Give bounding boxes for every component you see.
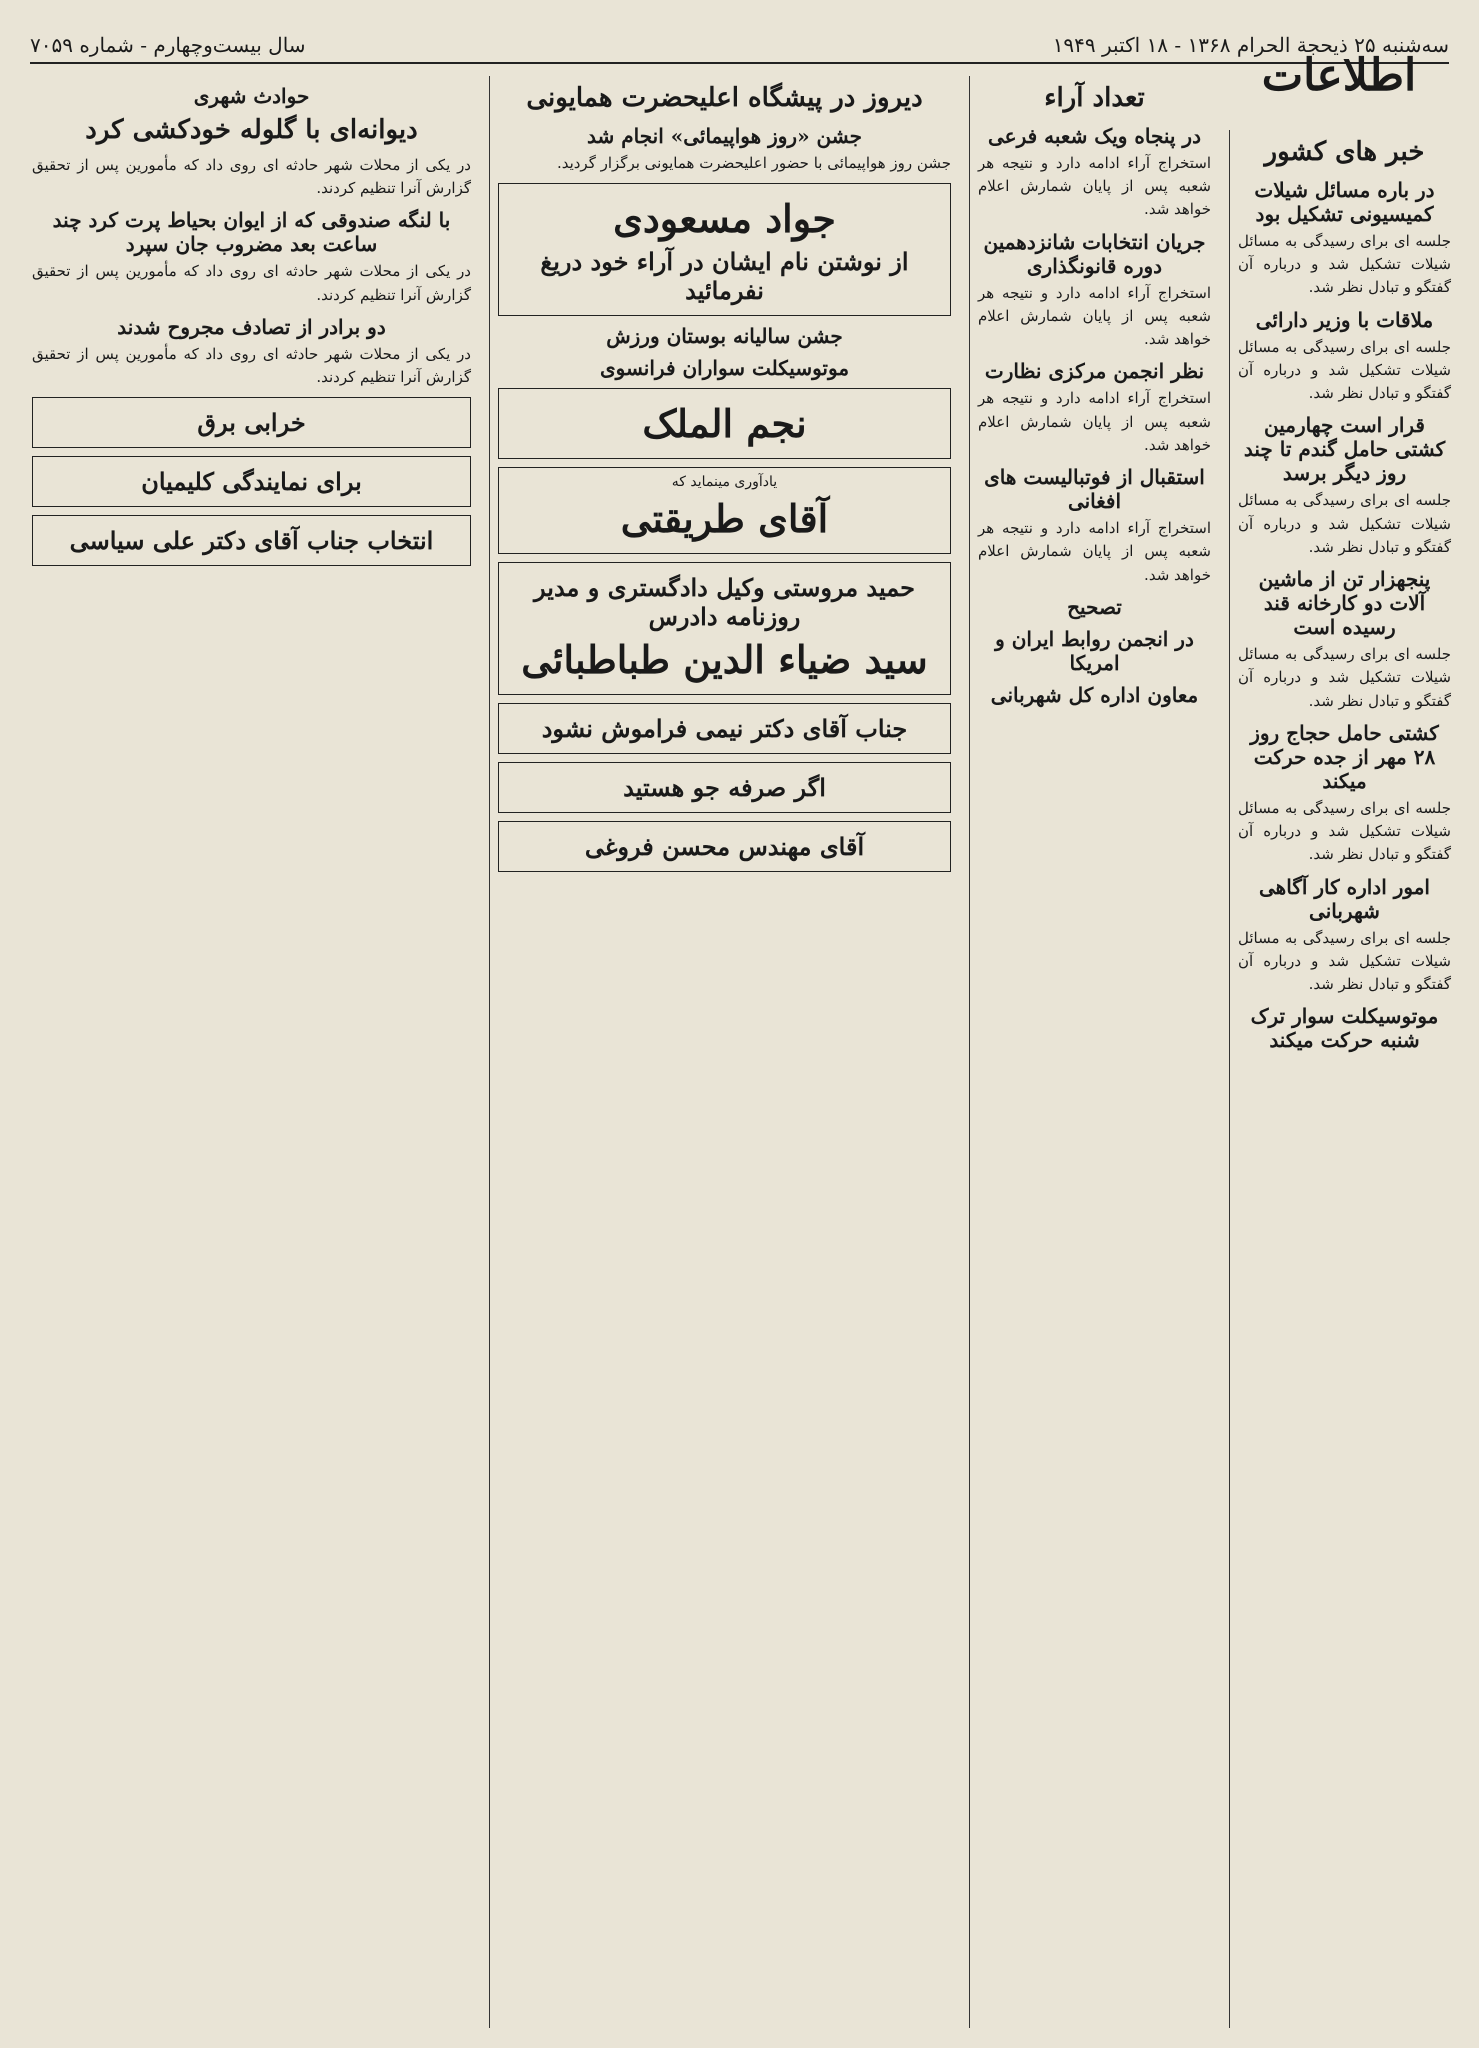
col1-h3: قرار است چهارمین کشتی حامل گندم تا چند روز دیگر برسد (1243, 413, 1446, 486)
ad6: اگر صرفه جو هستید (623, 773, 826, 803)
ad1-name: جواد مسعودی (613, 196, 836, 242)
ad-siasi-text: انتخاب جناب آقای دکتر علی سیاسی (69, 526, 434, 556)
col2-h5: در انجمن روابط ایران و امریکا (995, 626, 1194, 675)
col2-h4: تصحیح (1067, 594, 1122, 619)
col3-h1: جشن سالیانه بوستان ورزش (606, 324, 843, 349)
ad-tabatabaei (498, 562, 951, 695)
col1-body2: جلسه ای برای رسیدگی به مسائل شیلات تشکیل شد و درباره آن گفتگو و تبادل نظر شد. (1238, 337, 1451, 403)
ad2-name: نجم الملک (642, 401, 807, 447)
col1-body5: جلسه ای برای رسیدگی به مسائل شیلات تشکیل شد و درباره آن گفتگو و تبادل نظر شد. (1238, 798, 1451, 864)
col4-body: در یکی از محلات شهر حادثه ای روی داد که مأمورین پس از تحقیق گزارش آنرا تنظیم کردند. (32, 155, 471, 198)
column-royal-and-ads (489, 76, 959, 2028)
col2-h2: نظر انجمن مرکزی نظارت (984, 359, 1205, 384)
col3-title: دیروز در پیشگاه اعلیحضرت همایونی (526, 83, 923, 113)
col4-body3: در یکی از محلات شهر حادثه ای روی داد که مأمورین پس از تحقیق گزارش آنرا تنظیم کردند. (32, 344, 471, 387)
col1-title: خبر های کشور (1264, 137, 1425, 167)
col2-body: استخراج آراء ادامه دارد و نتیجه هر شعبه پس از پایان شمارش اعلام خواهد شد. (978, 153, 1211, 219)
col1-h6: امور اداره کار آگاهی شهربانی (1259, 874, 1430, 923)
col2-body4: استخراج آراء ادامه دارد و نتیجه هر شعبه پس از پایان شمارش اعلام خواهد شد. (978, 519, 1211, 584)
ad4-title: حمید مروستی وکیل دادگستری و مدیر روزنامه دادرس (534, 573, 915, 632)
col2-h6: معاون اداره کل شهربانی (990, 682, 1199, 707)
ad7: آقای مهندس محسن فروغی (584, 832, 865, 862)
ad-jewish: برای نمایندگی کلیمیان (141, 467, 362, 497)
col1-h7: موتوسیکلت سوار ترک شنبه حرکت میکند (1250, 1004, 1439, 1053)
masthead: اطلاعات (1261, 50, 1417, 101)
ad-najm-ol-molk (498, 388, 951, 459)
ad3-name: آقای طریقتی (620, 496, 829, 542)
ad-tarighati (498, 467, 951, 554)
column-city-events (24, 76, 479, 2028)
ad-dr (498, 703, 951, 754)
col1-h4: پنجهزار تن از ماشین آلات دو کارخانه قند رسیده است (1258, 567, 1431, 640)
col3-body: جشن روز هواپیمائی با حضور اعلیحضرت همایونی برگزار گردید. (556, 153, 951, 172)
col4-body2: در یکی از محلات شهر حادثه ای روی داد که مأمورین پس از تحقیق گزارش آنرا تنظیم کردند. (32, 262, 471, 304)
col4-title: حوادث شهری (193, 84, 310, 108)
col2-h3: استقبال از فوتبالیست های افغانی (984, 465, 1205, 514)
col1-body: جلسه ای برای رسیدگی به مسائل شیلات تشکیل شد و درباره آن گفتگو و تبادل نظر شد. (1238, 231, 1451, 297)
col4-h3: دو برادر از تصادف مجروح شدند (117, 314, 386, 339)
ad4-name: سید ضیاء الدین طباطبائی (521, 637, 928, 683)
col1-h2: ملاقات با وزیر دارائی (1255, 307, 1434, 332)
ad-jewish-rep (32, 456, 471, 507)
col2-body2: استخراج آراء ادامه دارد و نتیجه هر شعبه پس از پایان شمارش اعلام خواهد شد. (978, 283, 1211, 349)
header-issue: سال بیست‌وچهارم - شماره ۷۰۵۹ (30, 33, 306, 57)
ad-power-outage (32, 397, 471, 448)
col2-body3: استخراج آراء ادامه دارد و نتیجه هر شعبه پس از پایان شمارش اعلام خواهد شد. (978, 389, 1211, 454)
column-elections (969, 76, 1219, 2028)
col1-body3: جلسه ای برای رسیدگی به مسائل شیلات تشکیل شد و درباره آن گفتگو و تبادل نظر شد. (1238, 491, 1451, 556)
col2-sub: در پنجاه ویک شعبه فرعی (988, 123, 1201, 148)
header-date: سه‌شنبه ۲۵ ذیحجة الحرام ۱۳۶۸ - ۱۸ اکتبر ۱۹۴۹ (1052, 33, 1449, 57)
col4-h1: دیوانه‌ای با گلوله خودکشی کرد (85, 115, 418, 145)
ad-foroughi (498, 821, 951, 872)
col1-h5: کشتی حامل حجاج روز ۲۸ مهر از جده حرکت میکند (1250, 720, 1439, 793)
col1-h1: در باره مسائل شیلات کمیسیونی تشکیل بود (1254, 177, 1435, 226)
col3-sub: جشن «روز هواپیمائی» انجام شد (587, 123, 862, 148)
ad-siasi (32, 515, 471, 566)
col2-title: تعداد آراء (1044, 83, 1145, 113)
col1-body4: جلسه ای برای رسیدگی به مسائل شیلات تشکیل شد و درباره آن گفتگو و تبادل نظر شد. (1238, 645, 1451, 710)
ad5: جناب آقای دکتر نیمی فراموش نشود (541, 714, 908, 744)
column-national-news (1229, 130, 1459, 2028)
col4-h2: با لنگه صندوقی که از ایوان بحیاط پرت کرد چند ساعت بعد مضروب جان سپرد (52, 208, 451, 257)
ad1-tagline: از نوشتن نام ایشان در آراء خود دریغ نفرمائید (540, 247, 909, 306)
col2-h1: جریان انتخابات شانزدهمین دوره قانونگذاری (983, 229, 1206, 278)
ad-javad-masoudi (498, 183, 951, 316)
ad3-intro: یادآوری مینماید که (671, 474, 778, 491)
col1-body6: جلسه ای برای رسیدگی به مسائل شیلات تشکیل شد و درباره آن گفتگو و تبادل نظر شد. (1238, 928, 1451, 994)
col3-h2: موتوسیکلت سواران فرانسوی (599, 356, 850, 381)
ad-power: خرابی برق (197, 408, 306, 438)
ad-thrift (498, 762, 951, 813)
